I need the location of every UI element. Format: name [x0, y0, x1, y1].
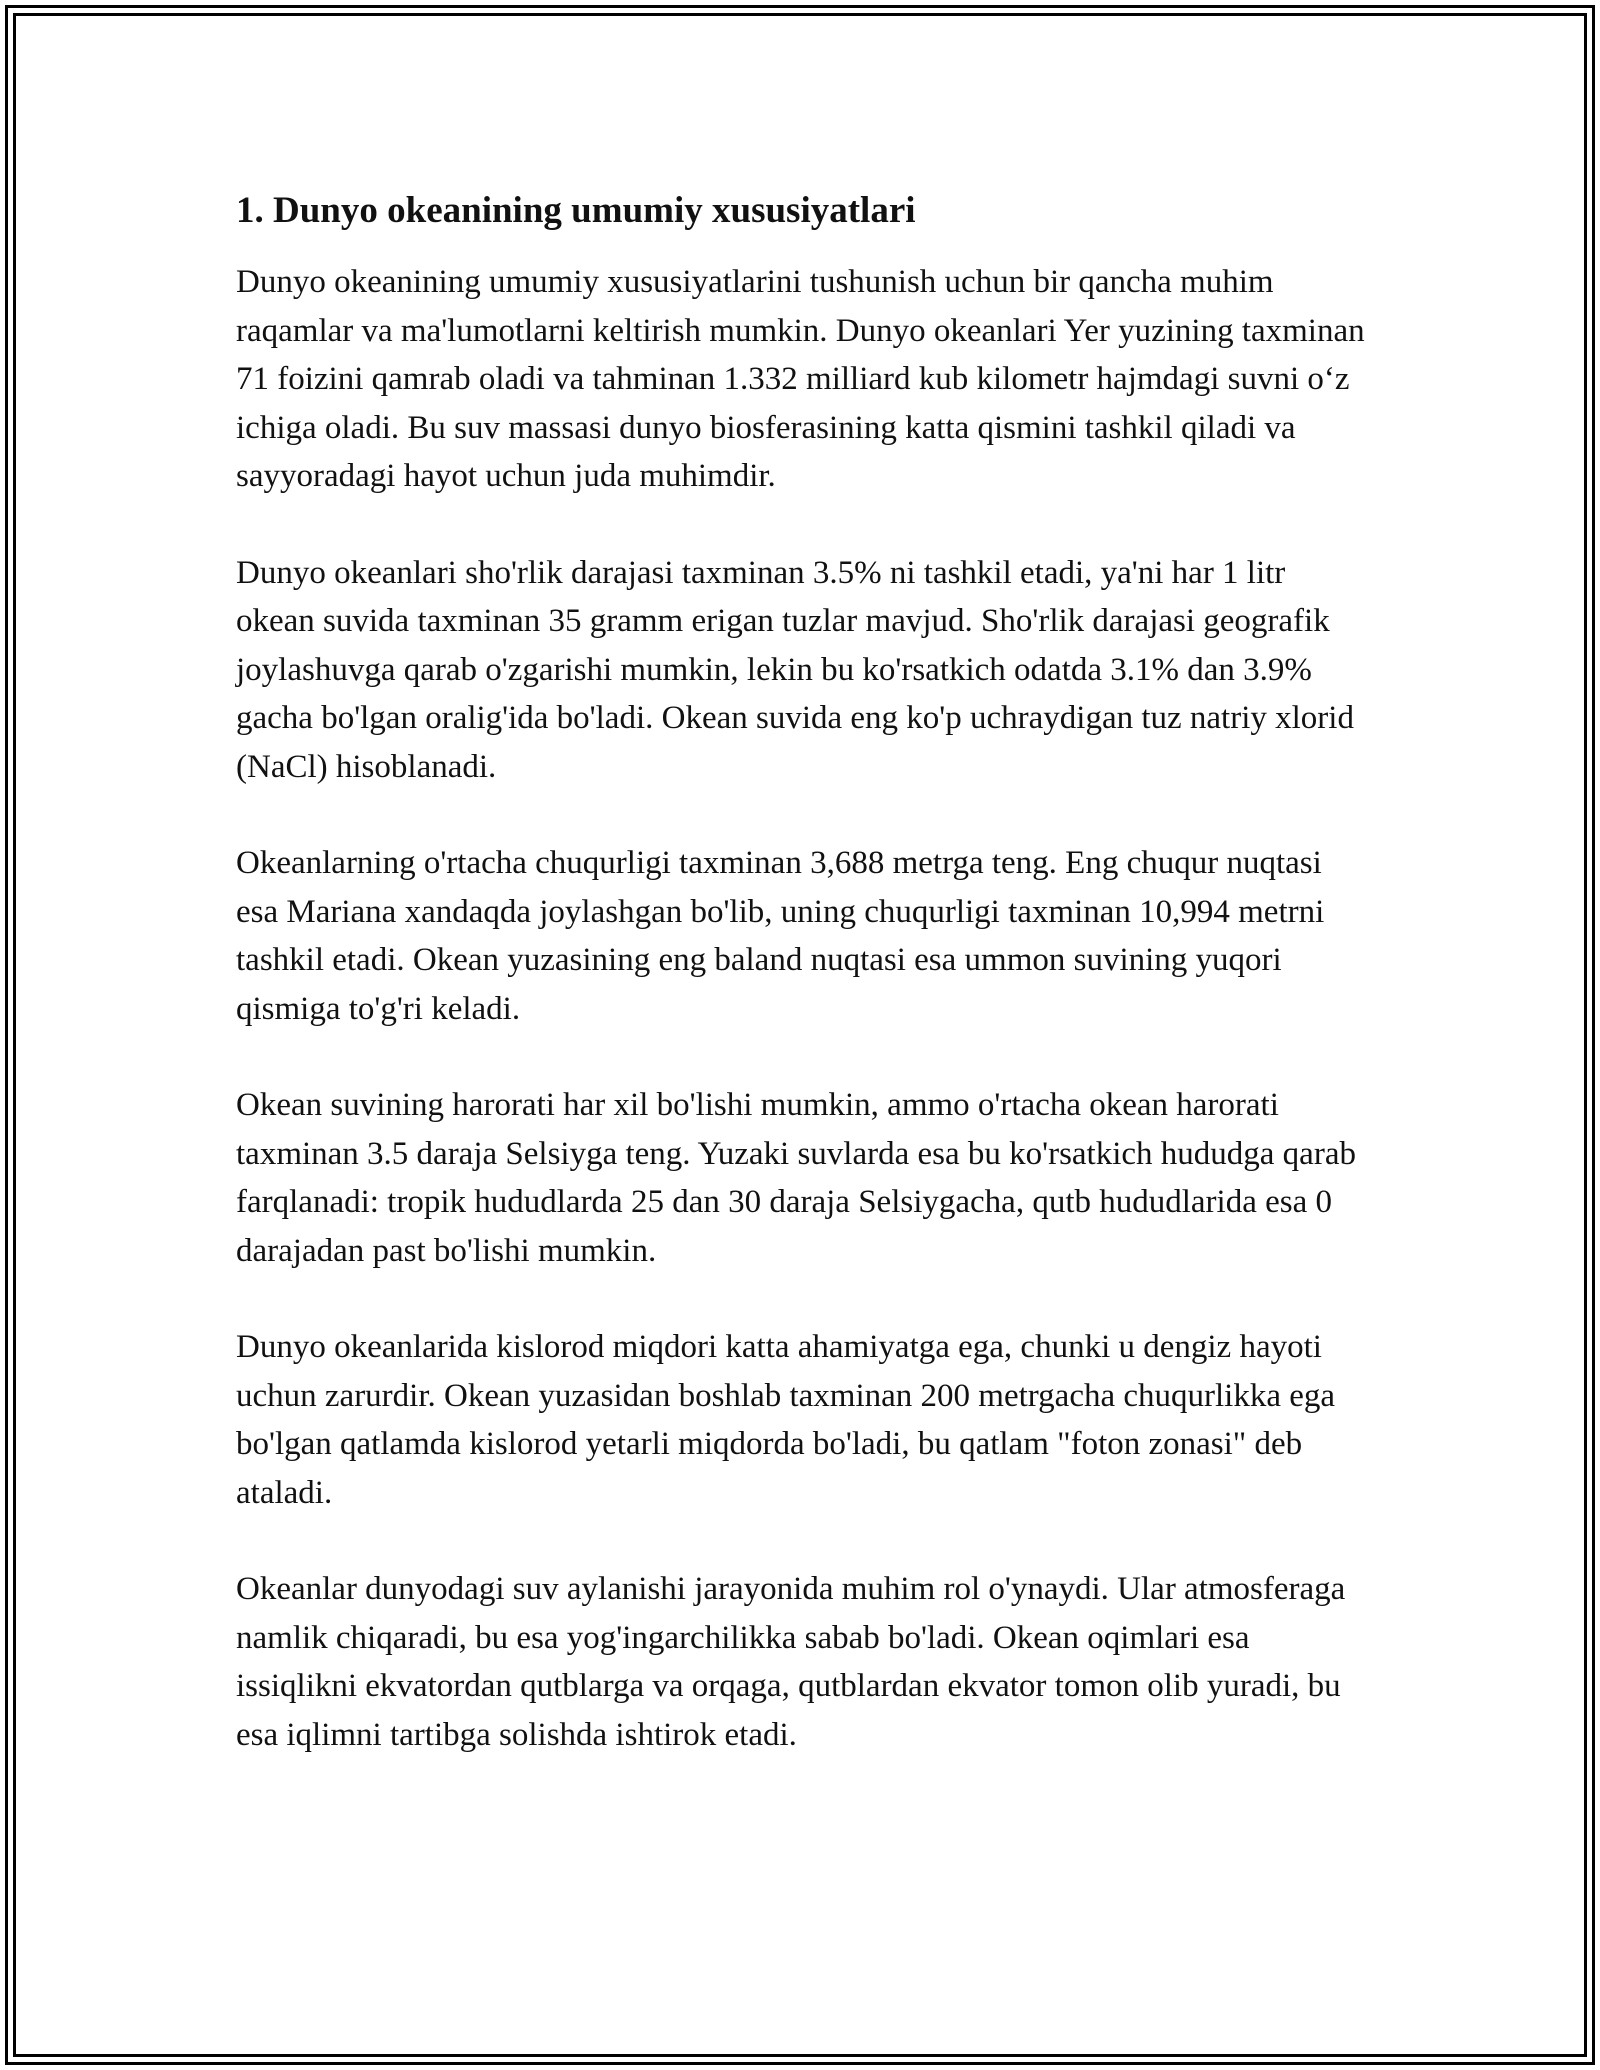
document-body — [236, 186, 1366, 1807]
section-heading: 1. Dunyo okeanining umumiy xususiyatlari — [236, 190, 916, 231]
paragraph-water-cycle: Okeanlar dunyodagi suv aylanishi jarayonida muhim rol o'ynaydi. Ular atmosferaga namlik chiqaradi, bu esa yog'ingarchilikka sabab bo'ladi. Okean oqimlari esa issiqlikni ekvatordan qutblarga va orqaga, qutblardan ekvator tomon olib yuradi, bu esa iqlimni tartibga solishda ishtirok etadi. — [236, 1571, 1346, 1753]
paragraph-salinity: Dunyo okeanlari sho'rlik darajasi taxminan 3.5% ni tashkil etadi, ya'ni har 1 litr okean suvida taxminan 35 gramm erigan tuzlar mavjud. Sho'rlik darajasi geografik joylashuvga qarab o'zgarishi mumkin, lekin bu ko'rsatkich odatda 3.1% dan 3.9% gacha bo'lgan oralig'ida bo'ladi. Okean suvida eng ko'p uchraydigan tuz natriy xlorid (NaCl) hisoblanadi. — [236, 554, 1354, 785]
paragraph-oxygen: Dunyo okeanlarida kislorod miqdori katta ahamiyatga ega, chunki u dengiz hayoti uchun zarurdir. Okean yuzasidan boshlab taxminan 200 metrgacha chuqurlikka ega bo'lgan qatlamda kislorod yetarli miqdorda bo'ladi, bu qatlam "foton zonasi" deb ataladi. — [236, 1329, 1336, 1511]
paragraph-depth: Okeanlarning o'rtacha chuqurligi taxminan 3,688 metrga teng. Eng chuqur nuqtasi esa Mariana xandaqda joylashgan bo'lib, uning chuqurligi taxminan 10,994 metrni tashkil etadi. Okean yuzasining eng baland nuqtasi esa ummon suvining yuqori qismiga to'g'ri keladi. — [236, 845, 1325, 1027]
paragraph-temperature: Okean suvining harorati har xil bo'lishi mumkin, ammo o'rtacha okean harorati taxminan 3.5 daraja Selsiyga teng. Yuzaki suvlarda esa bu ko'rsatkich hududga qarab farqlanadi: tropik hududlarda 25 dan 30 daraja Selsiygacha, qutb hududlarida esa 0 darajadan past bo'lishi mumkin. — [236, 1087, 1356, 1269]
paragraph-ocean-coverage: Dunyo okeanining umumiy xususiyatlarini tushunish uchun bir qancha muhim raqamlar va ma'lumotlarni keltirish mumkin. Dunyo okeanlari Yer yuzining taxminan 71 foizini qamrab oladi va tahminan 1.332 milliard kub kilometr hajmdagi suvni o‘z ichiga oladi. Bu suv massasi dunyo biosferasining katta qismini tashkil qiladi va sayyoradagi hayot uchun juda muhimdir. — [236, 264, 1365, 494]
